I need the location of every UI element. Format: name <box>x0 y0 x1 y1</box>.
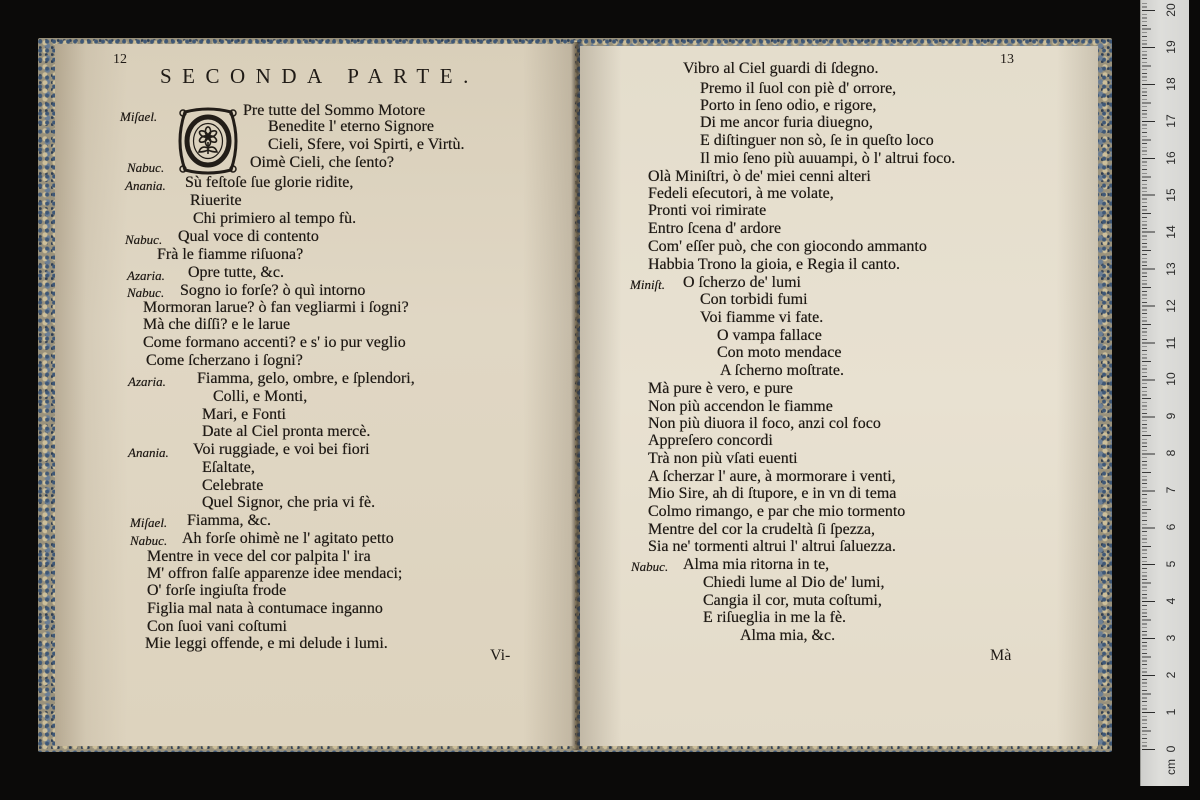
verse-line: Ah forſe ohimè ne l' agitato petto <box>182 530 394 547</box>
verse-line: Quel Signor, che pria vi fè. <box>202 494 376 511</box>
ruler-number: 9 <box>1164 412 1178 420</box>
verse-line: Fiamma, gelo, ombre, e ſplendori, <box>197 370 415 387</box>
measuring-ruler <box>1140 0 1189 786</box>
verse-line: Colmo rimango, e par che mio tormento <box>648 503 906 520</box>
verse-line: Chiedi lume al Dio de' lumi, <box>703 574 885 591</box>
ruler-number: 10 <box>1164 372 1178 386</box>
verse-line: Olà Miniſtri, ò de' miei cenni alteri <box>648 168 871 185</box>
left-page <box>55 44 575 746</box>
ruler-number: 11 <box>1164 336 1178 350</box>
verse-line: Riuerite <box>190 192 242 209</box>
verse-line: Chi primiero al tempo fù. <box>193 210 357 227</box>
speaker-name: Nabuc. <box>631 559 669 574</box>
verse-line: Alma mia, &c. <box>740 627 836 644</box>
verse-line: Mentre del cor la crudeltà ſi ſpezza, <box>648 521 875 538</box>
verse-line: Eſaltate, <box>202 459 255 476</box>
ruler-number: 7 <box>1164 486 1178 494</box>
ruler-number: 17 <box>1164 114 1178 128</box>
verse-line: A ſcherzar l' aure, à mormorare i venti, <box>648 468 896 485</box>
verse-line: Premo il ſuol con piè d' orrore, <box>700 80 897 97</box>
section-title: SECONDA PARTE. <box>160 64 479 88</box>
ruler-number: 20 <box>1164 3 1178 17</box>
verse-line: Mentre in vece del cor palpita l' ira <box>147 548 371 565</box>
verse-line: Con torbidi fumi <box>700 291 808 308</box>
verse-line: A ſcherno moſtrate. <box>720 362 844 379</box>
verse-line: Voi fiamme vi fate. <box>700 309 824 326</box>
verse-line: O' forſe ingiuſta frode <box>147 582 287 599</box>
ruler-number: 16 <box>1164 151 1178 165</box>
verse-line: Cangia il cor, muta coſtumi, <box>703 592 882 609</box>
speaker-name: Anania. <box>125 178 166 193</box>
ruler-number: 12 <box>1164 299 1178 313</box>
ruler-number: 6 <box>1164 523 1178 531</box>
verse-line: M' offron falſe apparenze idee mendaci; <box>147 565 403 582</box>
ruler-number: 2 <box>1164 671 1178 679</box>
verse-line: Mio Sire, ah di ſtupore, e in vn di tema <box>648 485 897 502</box>
ruler-number: 18 <box>1164 77 1178 91</box>
ruler-number: 1 <box>1164 708 1178 716</box>
verse-line: Figlia mal nata à contumace inganno <box>147 600 383 617</box>
verse-line: Entro ſcena d' ardore <box>648 220 782 237</box>
verse-line: Con moto mendace <box>717 344 842 361</box>
ruler-number: 4 <box>1164 597 1178 605</box>
verse-line: Benedite l' eterno Signore <box>268 118 434 135</box>
speaker-name: Nabuc. <box>130 533 168 548</box>
speaker-name: Miſael. <box>120 109 158 124</box>
ruler-ticks <box>1142 0 1156 750</box>
verse-line: Cieli, Sfere, voi Spirti, e Virtù. <box>268 136 465 153</box>
verse-line: Mormoran larue? ò fan vegliarmi i ſogni? <box>143 299 409 316</box>
verse-line: Opre tutte, &c. <box>188 264 284 281</box>
verse-line: Il mio ſeno più auuampi, ò l' altrui foco. <box>700 150 956 167</box>
catchword: Vi- <box>490 647 511 664</box>
verse-line: Fiamma, &c. <box>187 512 271 529</box>
speaker-name: Nabuc. <box>127 285 165 300</box>
speaker-name: Miniſt. <box>630 277 666 292</box>
verse-line: Vibro al Ciel guardi di ſdegno. <box>683 60 879 77</box>
verse-line: Date al Ciel pronta mercè. <box>202 423 371 440</box>
verse-line: Qual voce di contento <box>178 228 319 245</box>
verse-line: Appreſero concordi <box>648 432 773 449</box>
ruler-zero: 0 <box>1164 745 1178 753</box>
speaker-name: Anania. <box>128 445 169 460</box>
verse-line: Fedeli eſecutori, à me volate, <box>648 185 834 202</box>
verse-line: Sia ne' tormenti altrui l' altrui ſaluezza. <box>648 538 896 555</box>
verse-line: Non più accendon le fiamme <box>648 398 833 415</box>
verse-line: Porto in ſeno odio, e rigore, <box>700 97 877 114</box>
verse-line: Voi ruggiade, e voi bei fiori <box>193 441 370 458</box>
verse-line: Come ſcherzano i ſogni? <box>146 352 303 369</box>
ruler-number: 3 <box>1164 634 1178 642</box>
ruler-number: 13 <box>1164 262 1178 276</box>
verse-line: Mà che diſſi? e le larue <box>143 316 291 333</box>
catchword: Mà <box>990 647 1012 664</box>
ornamental-initial-icon <box>176 107 240 175</box>
verse-line: Sù feſtoſe ſue glorie ridite, <box>185 174 354 191</box>
speaker-name: Azaria. <box>127 268 165 283</box>
ruler-number: 14 <box>1164 225 1178 239</box>
ruler-unit: cm <box>1164 759 1178 775</box>
verse-line: O vampa fallace <box>717 327 822 344</box>
verse-line: Con ſuoi vani coſtumi <box>147 618 287 635</box>
verse-line: Mie leggi offende, e mi delude i lumi. <box>145 635 388 652</box>
verse-line: Mari, e Fonti <box>202 406 286 423</box>
verse-line: E diſtinguer non sò, ſe in queſto loco <box>700 132 934 149</box>
verse-line: Mà pure è vero, e pure <box>648 380 793 397</box>
verse-line: Frà le fiamme riſuona? <box>157 246 304 263</box>
ruler-number: 8 <box>1164 449 1178 457</box>
verse-line: Alma mia ritorna in te, <box>683 556 830 573</box>
verse-line: E riſueglia in me la fè. <box>703 609 847 626</box>
right-page <box>580 46 1098 746</box>
speaker-name: Miſael. <box>130 515 168 530</box>
ruler-number: 15 <box>1164 188 1178 202</box>
verse-line: Sogno io forſe? ò quì intorno <box>180 282 366 299</box>
verse-line: Come formano accenti? e s' io pur veglio <box>143 334 406 351</box>
verse-line: Celebrate <box>202 477 264 494</box>
verse-line: Di me ancor furia diuegno, <box>700 114 873 131</box>
page-number: 13 <box>1000 52 1014 67</box>
verse-line: Habbia Trono la gioia, e Regia il canto. <box>648 256 900 273</box>
page-number: 12 <box>113 52 127 67</box>
verse-line: Trà non più vſati euenti <box>648 450 798 467</box>
verse-line: Colli, e Monti, <box>213 388 308 405</box>
ruler-number: 5 <box>1164 560 1178 568</box>
verse-line: Pre tutte del Sommo Motore <box>243 102 426 119</box>
verse-line: Non più diuora il foco, anzi col foco <box>648 415 881 432</box>
verse-line: Oimè Cieli, che ſento? <box>250 154 394 171</box>
verse-line: Pronti voi rimirate <box>648 202 767 219</box>
speaker-name: Nabuc. <box>125 232 163 247</box>
speaker-name: Nabuc. <box>127 160 165 175</box>
ruler-number: 19 <box>1164 40 1178 54</box>
verse-line: Com' eſſer può, che con giocondo ammanto <box>648 238 927 255</box>
speaker-name: Azaria. <box>128 374 166 389</box>
verse-line: O ſcherzo de' lumi <box>683 274 801 291</box>
